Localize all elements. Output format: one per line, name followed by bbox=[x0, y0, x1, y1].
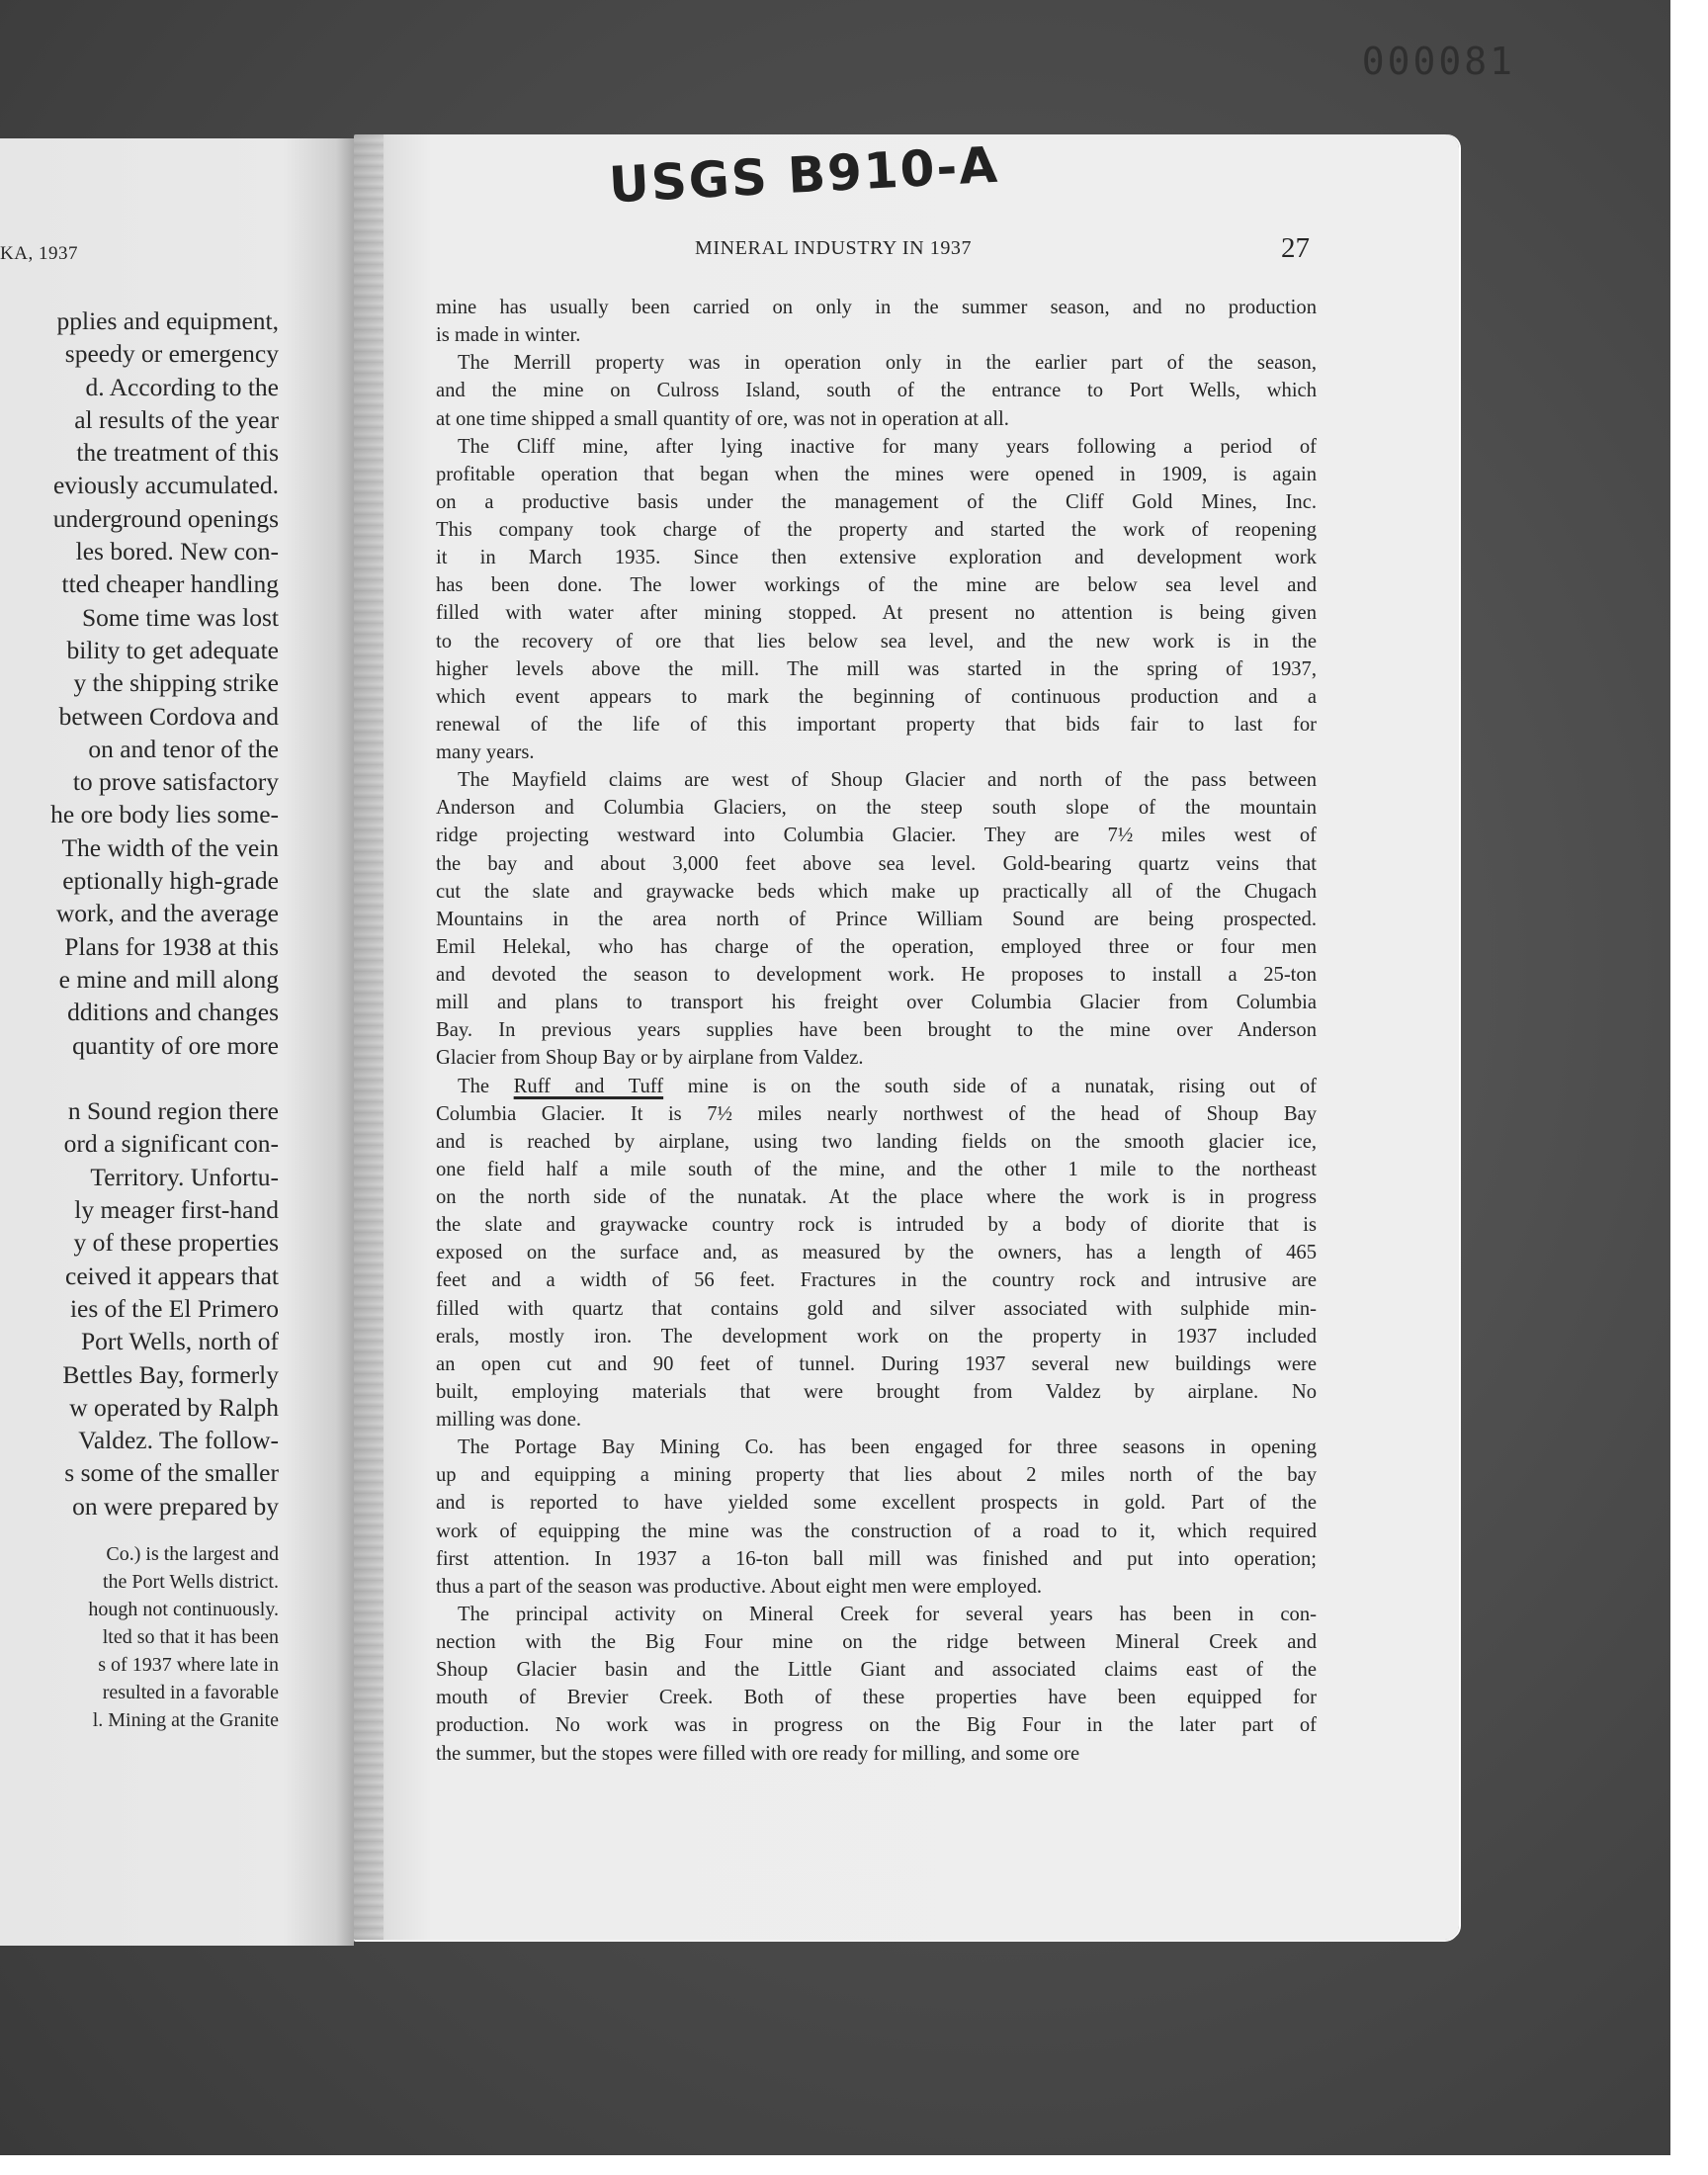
text-line: nection with the Big Four mine on the ridge between Mineral Creek and bbox=[436, 1631, 1317, 1653]
left-text-line: dditions and changes bbox=[67, 998, 279, 1027]
left-footnote-line: resulted in a favorable bbox=[102, 1681, 279, 1703]
left-text-line: ly meager first-hand bbox=[74, 1195, 279, 1225]
left-text-line: between Cordova and bbox=[58, 701, 279, 731]
archive-stamp-number: 000081 bbox=[1361, 40, 1515, 83]
left-text-line: Some time was lost bbox=[81, 602, 279, 632]
left-text-line: w operated by Ralph bbox=[69, 1392, 279, 1422]
text-line: higher levels above the mill. The mill was started in the spring of 1937, bbox=[436, 657, 1317, 680]
text-line: at one time shipped a small quantity of ore, was not in operation at all. bbox=[436, 407, 1009, 430]
running-head: MINERAL INDUSTRY IN 1937 bbox=[695, 237, 973, 259]
left-text-line: y of these properties bbox=[73, 1228, 279, 1258]
text-line: The Portage Bay Mining Co. has been engaged for three seasons in opening bbox=[458, 1436, 1317, 1459]
book-spine-shadow bbox=[354, 134, 384, 1940]
text-line: an open cut and 90 feet of tunnel. During 1937 several new buildings were bbox=[436, 1352, 1317, 1375]
left-text-line: Port Wells, north of bbox=[80, 1327, 279, 1356]
text-line: the slate and graywacke country rock is intruded by a body of diorite that is bbox=[436, 1214, 1317, 1237]
left-footnote bbox=[0, 1540, 279, 1734]
text-line: The Cliff mine, after lying inactive for many years following a period of bbox=[458, 435, 1317, 458]
text-line: built, employing materials that were brought from Valdez by airplane. No bbox=[436, 1380, 1317, 1403]
left-footnote-gap bbox=[0, 1522, 279, 1540]
left-text-line: speedy or emergency bbox=[64, 339, 279, 369]
text-line: Bay. In previous years supplies have been brought to the mine over Anderson bbox=[436, 1019, 1317, 1042]
text-line: production. No work was in progress on the Big Four in the later part of bbox=[436, 1714, 1317, 1737]
text-line: This company took charge of the property and started the work of reopening bbox=[436, 519, 1317, 541]
paragraph bbox=[436, 433, 1317, 767]
left-text-line: to prove satisfactory bbox=[72, 767, 279, 797]
left-text-line: pplies and equipment, bbox=[56, 306, 279, 335]
text-line: Columbia Glacier. It is 7½ miles nearly northwest of the head of Shoup Bay bbox=[436, 1102, 1317, 1125]
left-footnote-line: hough not continuously. bbox=[88, 1598, 279, 1620]
left-text-line: tted cheaper handling bbox=[61, 569, 279, 599]
left-text-line: underground openings bbox=[52, 503, 279, 533]
text-line: profitable operation that began when the mines were opened in 1909, is again bbox=[436, 463, 1317, 485]
page-number: 27 bbox=[1281, 232, 1310, 264]
text-line: mill and plans to transport his freight over Columbia Glacier from Columbia bbox=[436, 992, 1317, 1014]
handwritten-note: USGS B910-A bbox=[607, 135, 1001, 215]
text-line: filled with quartz that contains gold and silver associated with sulphide min- bbox=[436, 1297, 1317, 1320]
text-line: to the recovery of ore that lies below sea level, and the new work is in the bbox=[436, 630, 1317, 652]
text-line bbox=[436, 1073, 1317, 1100]
text-line: and is reported to have yielded some excellent prospects in gold. Part of the bbox=[436, 1492, 1317, 1515]
left-text-line: ies of the El Primero bbox=[69, 1293, 279, 1323]
text-line: Emil Helekal, who has charge of the operation, employed three or four men bbox=[436, 935, 1317, 958]
left-text-line: he ore body lies some- bbox=[50, 800, 279, 829]
right-page bbox=[354, 134, 1459, 1940]
left-text-line: ceived it appears that bbox=[65, 1261, 279, 1290]
left-page bbox=[0, 138, 354, 1946]
text-line: mouth of Brevier Creek. Both of these properties have been equipped for bbox=[436, 1687, 1317, 1709]
text-line: the summer, but the stopes were filled with ore ready for milling, and some ore bbox=[436, 1742, 1080, 1765]
text-line: thus a part of the season was productive. About eight men were employed. bbox=[436, 1575, 1043, 1598]
left-text-line: on and tenor of the bbox=[88, 734, 279, 763]
left-text-line: d. According to the bbox=[85, 372, 279, 401]
left-footnote-line: Co.) is the largest and bbox=[106, 1542, 279, 1565]
left-body-lines bbox=[0, 304, 279, 1522]
left-text-line: quantity of ore more bbox=[72, 1030, 279, 1060]
text-line: erals, mostly iron. The development work on the property in 1937 included bbox=[436, 1325, 1317, 1348]
text-line: renewal of the life of this important property that bids fair to last for bbox=[436, 713, 1317, 736]
text-line: which event appears to mark the beginning of continuous production and a bbox=[436, 685, 1317, 708]
text-line: first attention. In 1937 a 16-ton ball mill was finished and put into operation; bbox=[436, 1547, 1317, 1570]
text-line: it in March 1935. Since then extensive exploration and development work bbox=[436, 547, 1317, 569]
text-line: is made in winter. bbox=[436, 324, 581, 347]
text-line: many years. bbox=[436, 741, 535, 763]
paragraph bbox=[436, 1434, 1317, 1601]
left-text-line: Territory. Unfortu- bbox=[90, 1162, 279, 1191]
text-line: milling was done. bbox=[436, 1409, 582, 1431]
text-line: exposed on the surface and, as measured by the owners, has a length of 465 bbox=[436, 1242, 1317, 1264]
text-line: and devoted the season to development work. He proposes to install a 25-ton bbox=[436, 964, 1317, 986]
text-line: on the north side of the nunatak. At the place where the work is in progress bbox=[436, 1186, 1317, 1208]
text-line: and the mine on Culross Island, south of the entrance to Port Wells, which bbox=[436, 380, 1317, 402]
left-text-line: e mine and mill along bbox=[58, 964, 279, 994]
text-line: mine has usually been carried on only in the summer season, and no production bbox=[436, 297, 1317, 318]
left-text-line: al results of the year bbox=[74, 404, 279, 434]
text-line: one field half a mile south of the mine, and the other 1 mile to the northeast bbox=[436, 1158, 1317, 1180]
left-text-line: eptionally high-grade bbox=[62, 866, 279, 896]
underlined-mine-name: Ruff and Tuff bbox=[513, 1075, 664, 1097]
left-text-line: bility to get adequate bbox=[66, 635, 279, 664]
text-line: feet and a width of 56 feet. Fractures in the country rock and intrusive are bbox=[436, 1269, 1317, 1292]
left-text-line: y the shipping strike bbox=[73, 668, 279, 698]
left-text-line: s some of the smaller bbox=[64, 1458, 279, 1488]
body-text-column bbox=[436, 294, 1317, 1768]
text-line: has been done. The lower workings of the mine are below sea level and bbox=[436, 574, 1317, 597]
left-running-head: KA, 1937 bbox=[0, 243, 78, 264]
paragraph bbox=[436, 349, 1317, 432]
text-line: The principal activity on Mineral Creek for several years has been in con- bbox=[458, 1603, 1317, 1625]
ruff-paragraph-lead: The bbox=[458, 1075, 490, 1097]
left-text-line bbox=[0, 1062, 279, 1094]
left-page-text bbox=[0, 304, 279, 1734]
text-line: The Mayfield claims are west of Shoup Glacier and north of the pass between bbox=[458, 769, 1317, 792]
left-text-line: n Sound region there bbox=[67, 1096, 279, 1126]
left-footnote-line: s of 1937 where late in bbox=[98, 1653, 279, 1676]
text-line: Shoup Glacier basin and the Little Giant and associated claims east of the bbox=[436, 1659, 1317, 1682]
left-footnote-line: l. Mining at the Granite bbox=[92, 1708, 279, 1731]
paragraph bbox=[436, 1601, 1317, 1768]
left-text-line: ord a significant con- bbox=[63, 1129, 279, 1159]
left-footnote-line: the Port Wells district. bbox=[102, 1570, 279, 1593]
left-text-line: Valdez. The follow- bbox=[78, 1426, 279, 1455]
text-line: work of equipping the mine was the construction of a road to it, which required bbox=[436, 1520, 1317, 1542]
text-line: Mountains in the area north of Prince William Sound are being prospected. bbox=[436, 908, 1317, 930]
left-text-line: Bettles Bay, formerly bbox=[62, 1359, 279, 1389]
text-line: on a productive basis under the management of the Cliff Gold Mines, Inc. bbox=[436, 490, 1317, 513]
text-line: cut the slate and graywacke beds which make up practically all of the Chugach bbox=[436, 880, 1317, 903]
text-line: the bay and about 3,000 feet above sea level. Gold-bearing quartz veins that bbox=[436, 852, 1317, 875]
text-line: The Merrill property was in operation only in the earlier part of the season, bbox=[458, 352, 1317, 375]
left-text-line: les bored. New con- bbox=[75, 537, 279, 566]
text-line: Anderson and Columbia Glaciers, on the steep south slope of the mountain bbox=[436, 797, 1317, 820]
left-text-line: the treatment of this bbox=[76, 438, 279, 468]
left-text-line: work, and the average bbox=[55, 899, 279, 928]
left-footnote-line: lted so that it has been bbox=[102, 1625, 279, 1648]
paragraph bbox=[436, 294, 1317, 349]
text-line: filled with water after mining stopped. At present no attention is being given bbox=[436, 602, 1317, 625]
text-line: ridge projecting westward into Columbia Glacier. They are 7½ miles west of bbox=[436, 825, 1317, 847]
left-text-line: Plans for 1938 at this bbox=[64, 931, 279, 961]
left-text-line: eviously accumulated. bbox=[52, 471, 279, 500]
left-text-line: on were prepared by bbox=[72, 1491, 279, 1521]
text-line: up and equipping a mining property that lies about 2 miles north of the bay bbox=[436, 1464, 1317, 1487]
text-line: and is reached by airplane, using two landing fields on the smooth glacier ice, bbox=[436, 1130, 1317, 1153]
paragraph bbox=[436, 1073, 1317, 1435]
line-text: mine is on the south side of a nunatak, rising out of bbox=[687, 1075, 1317, 1097]
left-text-line: The width of the vein bbox=[61, 832, 279, 862]
text-line: Glacier from Shoup Bay or by airplane from Valdez. bbox=[436, 1047, 864, 1070]
paragraph bbox=[436, 766, 1317, 1072]
